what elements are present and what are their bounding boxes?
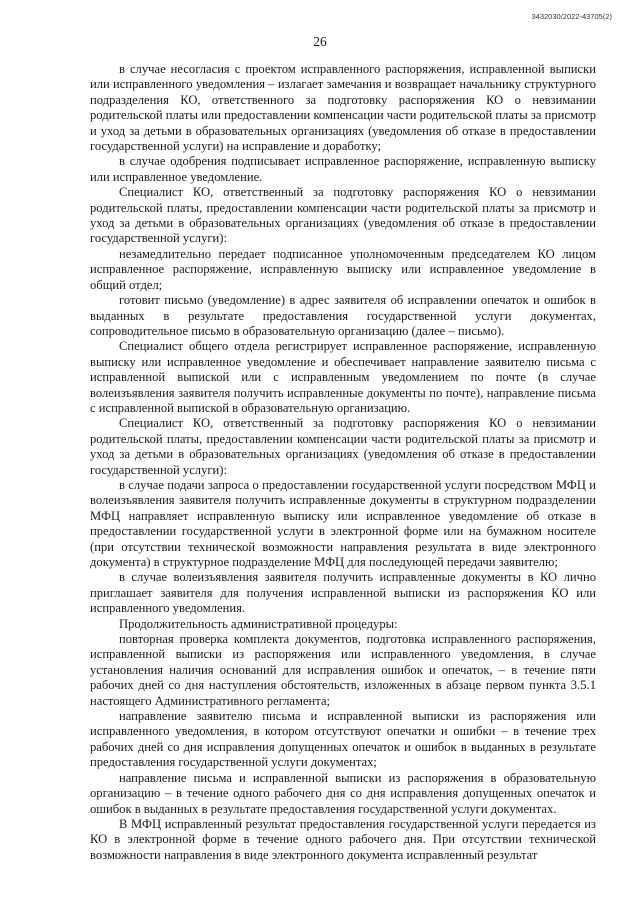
paragraph: в случае несогласия с проектом исправленного распоряжения, исправленной выписки или исправленного уведомления – излагает замечания и возвращает начальнику структурного подразделения КО, ответственного за подготовку распоряжения КО о невзимании родительской платы или предоставлении компенсации части родительской платы за присмотр и уход за детьми в образовательных организациях (уведомления об отказе в предоставлении государственной услуги) на исправление и доработку; [90,62,596,154]
paragraph: в случае подачи запроса о предоставлении государственной услуги посредством МФЦ и волеизъявления заявителя получить исправленные документы в структурном подразделении МФЦ направляет исправленную выписку или исправленное уведомление об отказе в предоставлении государственной услуги в электронной форме или на бумажном носителе (при отсутствии технической возможности направления результата в виде электронного документа) в структурное подразделение МФЦ для последующей передачи заявителю; [90,477,596,569]
paragraph: направление письма и исправленной выписки из распоряжения в образовательную организацию – в течение одного рабочего дня со дня исправления допущенных опечаток и ошибок в выданных в результате предоставления государственной услуги документах. [90,770,596,816]
document-body [90,62,596,863]
paragraph: Специалист общего отдела регистрирует исправленное распоряжение, исправленную выписку или исправленное уведомление и обеспечивает направление заявителю письма с исправленной выпиской или с исправленным уведомлением по почте (в случае волеизъявления заявителя получить исправленные документы по почте), направление письма с исправленной выпиской в образовательную организацию. [90,339,596,415]
paragraph: в случае волеизъявления заявителя получить исправленные документы в КО лично приглашает заявителя для получения исправленной выписки из распоряжения КО или исправленного уведомления. [90,570,596,616]
paragraph: Специалист КО, ответственный за подготовку распоряжения КО о невзимании родительской платы, предоставлении компенсации части родительской платы за присмотр и уход за детьми в образовательных организациях (уведомления об отказе в предоставлении государственной услуги): [90,416,596,477]
paragraph: повторная проверка комплекта документов, подготовка исправленного распоряжения, исправленной выписки из распоряжения или исправленного уведомления, в случае установления наличия оснований для исправления ошибок и опечаток, – в течение пяти рабочих дней со дня наступления обстоятельств, изложенных в абзаце первом пункта 3.5.1 настоящего Административного регламента; [90,632,596,708]
paragraph: незамедлительно передает подписанное уполномоченным председателем КО лицом исправленное распоряжение, исправленную выписку или исправленное уведомление в общий отдел; [90,246,596,292]
paragraph: в случае одобрения подписывает исправленное распоряжение, исправленную выписку или исправленное уведомление. [90,154,596,184]
paragraph: Продолжительность административной процедуры: [119,616,398,631]
paragraph: направление заявителю письма и исправленной выписки из распоряжения или исправленного уведомления, в котором отсутствуют опечатки и ошибки – в течение трех рабочих дней со дня исправления допущенных опечаток и ошибок в выданных в результате предоставления государственной услуги документах; [90,709,596,770]
document-number: 3432030/2022-43705(2) [531,12,612,21]
paragraph: Специалист КО, ответственный за подготовку распоряжения КО о невзимании родительской платы, предоставлении компенсации части родительской платы за присмотр и уход за детьми в образовательных организациях (уведомления об отказе в предоставлении государственной услуги): [90,185,596,246]
paragraph: В МФЦ исправленный результат предоставления государственной услуги передается из КО в электронной форме в течение одного рабочего дня. При отсутствии технической возможности направления в виде электронного документа исправленный результат [90,816,596,862]
paragraph: готовит письмо (уведомление) в адрес заявителя об исправлении опечаток и ошибок в выданных в результате предоставления государственной услуги документах, сопроводительное письмо в образовательную организацию (далее – письмо). [90,293,596,338]
page-number: 26 [313,34,327,49]
